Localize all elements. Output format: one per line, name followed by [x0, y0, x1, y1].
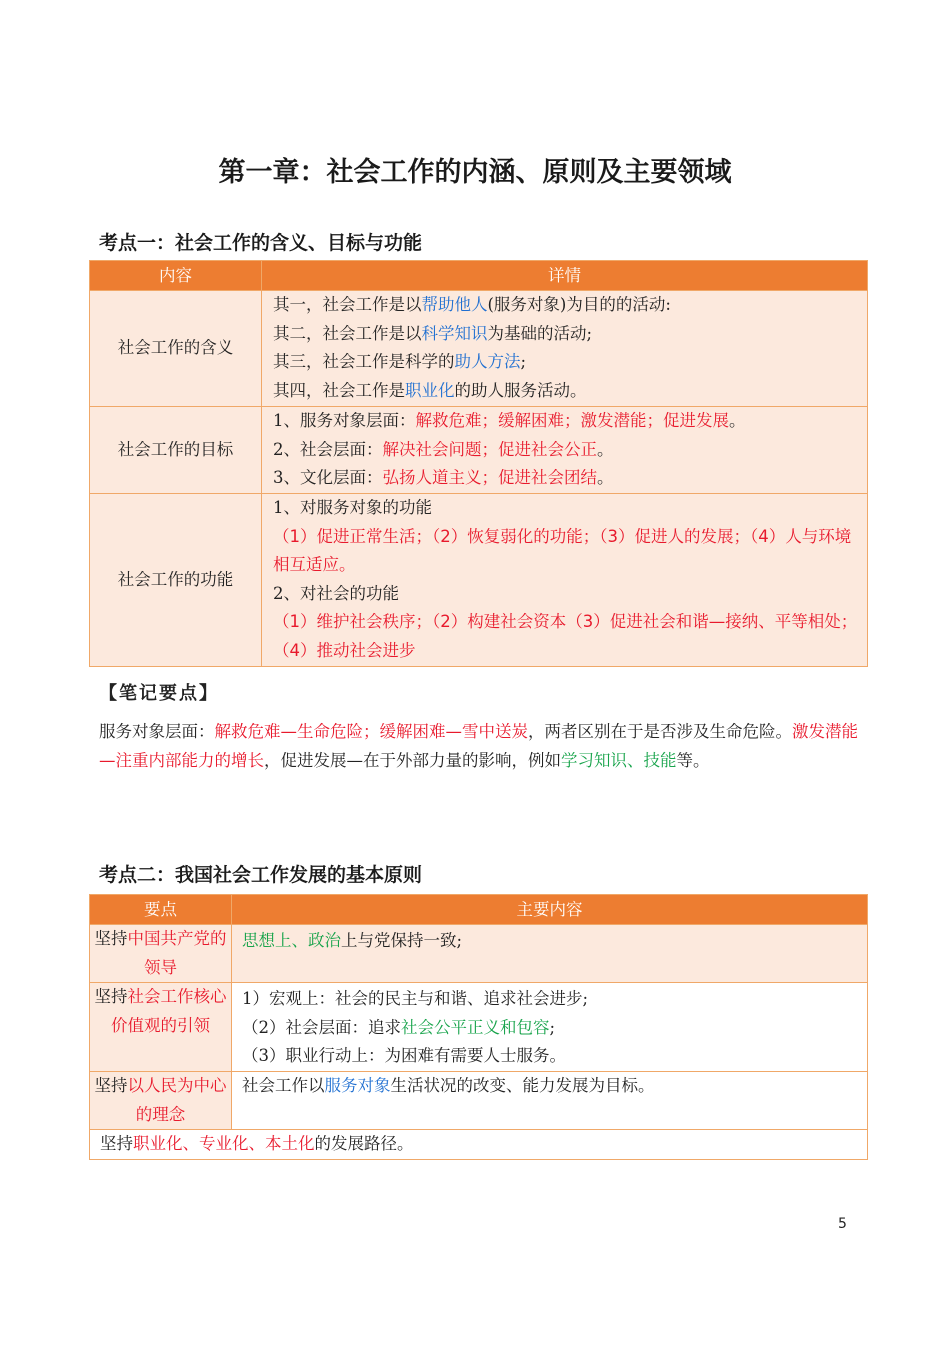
- text: ;: [549, 1017, 556, 1037]
- text: ;: [520, 352, 527, 372]
- text: 2、对社会的功能: [273, 583, 399, 603]
- highlight: 服务对象: [324, 1075, 391, 1095]
- text: 其一，社会工作是以: [273, 295, 422, 314]
- row-label-functions: 社会工作的功能: [90, 494, 262, 667]
- text: 生活状况的改变、能力发展为目标。: [390, 1075, 655, 1095]
- notes-title: 【笔记要点】: [99, 683, 219, 704]
- section2-table: [89, 894, 868, 1160]
- row-key-values: [90, 983, 232, 1072]
- text: 其四，社会工作是: [273, 380, 405, 400]
- text: （2）社会层面：追求: [242, 1017, 401, 1037]
- text: 1）宏观上：社会的民主与和谐、追求社会进步;: [242, 989, 589, 1009]
- row-key-party: [90, 925, 232, 983]
- text: ，促进发展—在于外部力量的影响，例如: [264, 751, 561, 770]
- section2-title: 考点二：我国社会工作发展的基本原则: [99, 864, 423, 886]
- notes-body: [99, 717, 859, 775]
- header-details: 详情: [262, 261, 868, 291]
- row-key-people: [90, 1071, 232, 1129]
- highlight: 思想上、政治: [242, 931, 341, 950]
- table-row: [90, 407, 868, 494]
- text: 坚持: [94, 987, 128, 1007]
- text: 坚持: [94, 1075, 128, 1095]
- text: 其三，社会工作是科学的: [273, 352, 455, 372]
- table-row: [90, 494, 868, 667]
- highlight: 职业化: [405, 380, 455, 400]
- highlight: （1）促进正常生活；（2）恢复弱化的功能；（3）促进人的发展；（4）人与环境相互适应。: [273, 526, 852, 575]
- row-content-people: [232, 1071, 868, 1129]
- row-detail-goals: [262, 407, 868, 494]
- text: 的助人服务活动。: [454, 380, 587, 400]
- header-key-points: 要点: [90, 895, 232, 925]
- row-label-goals: 社会工作的目标: [90, 407, 262, 494]
- text: 。: [597, 439, 614, 459]
- text: （3）职业行动上：为困难有需要人士服务。: [242, 1046, 566, 1066]
- highlight: 中国共产党的领导: [127, 929, 227, 977]
- highlight: 助人方法: [454, 352, 521, 372]
- highlight: 解救危难；缓解困难；激发潜能；促进发展: [415, 411, 729, 430]
- text: (服务对象)为目的的活动:: [487, 295, 671, 314]
- row-path: [90, 1130, 868, 1160]
- highlight: 社会公平正义和包容: [401, 1017, 550, 1037]
- text: 其二，社会工作是以: [273, 323, 422, 343]
- text: 社会工作以: [242, 1075, 325, 1095]
- row-content-values: [232, 983, 868, 1072]
- section1-table: [89, 260, 868, 667]
- text: 的发展路径。: [314, 1134, 414, 1154]
- text: 为基础的活动;: [487, 323, 593, 343]
- text: 坚持: [94, 929, 128, 948]
- text: 1、服务对象层面：: [273, 411, 416, 430]
- text: 2、社会层面：: [273, 439, 383, 459]
- text: 上与党保持一致;: [341, 931, 463, 950]
- table-row: [90, 1130, 868, 1160]
- highlight: 解救危难—生命危险；缓解困难—雪中送炭: [214, 722, 528, 741]
- table-row: [90, 925, 868, 983]
- page-number: 5: [838, 1216, 847, 1232]
- text: ，两者区别在于是否涉及生命危险。: [528, 722, 792, 741]
- text: 1、对服务对象的功能: [273, 498, 432, 517]
- table-row: [90, 1071, 868, 1129]
- highlight: 科学知识: [421, 323, 488, 343]
- section1-title: 考点一：社会工作的含义、目标与功能: [99, 232, 423, 254]
- row-content-party: [232, 925, 868, 983]
- row-detail-functions: [262, 494, 868, 667]
- highlight: 以人民为中心的理念: [127, 1075, 227, 1124]
- text: 坚持: [100, 1134, 133, 1154]
- chapter-title: 第一章：社会工作的内涵、原则及主要领域: [218, 157, 732, 188]
- highlight: 社会工作核心价值观的引领: [111, 987, 227, 1035]
- text: 服务对象层面：: [99, 722, 215, 741]
- table-header-row: [90, 261, 868, 291]
- text: 。: [729, 411, 746, 430]
- header-main-content: 主要内容: [232, 895, 868, 925]
- text: 3、文化层面：: [273, 468, 383, 488]
- highlight: （1）维护社会秩序；（2）构建社会资本（3）促进社会和谐—接纳、平等相处；（4）推动社会进步: [273, 612, 858, 660]
- highlight: 激发潜能—注重内部能力的增长: [99, 722, 858, 770]
- highlight: 职业化、专业化、本土化: [133, 1134, 315, 1154]
- text: 等。: [676, 751, 710, 770]
- highlight: 弘扬人道主义；促进社会团结: [382, 468, 597, 488]
- row-label-meaning: 社会工作的含义: [90, 291, 262, 407]
- highlight: 学习知识、技能: [561, 751, 677, 770]
- table-row: [90, 983, 868, 1072]
- text: 。: [597, 468, 614, 488]
- highlight: 解决社会问题；促进社会公正: [382, 439, 597, 459]
- table-row: [90, 291, 868, 407]
- table-header-row: [90, 895, 868, 925]
- highlight: 帮助他人: [421, 295, 488, 314]
- header-content: 内容: [90, 261, 262, 291]
- row-detail-meaning: [262, 291, 868, 407]
